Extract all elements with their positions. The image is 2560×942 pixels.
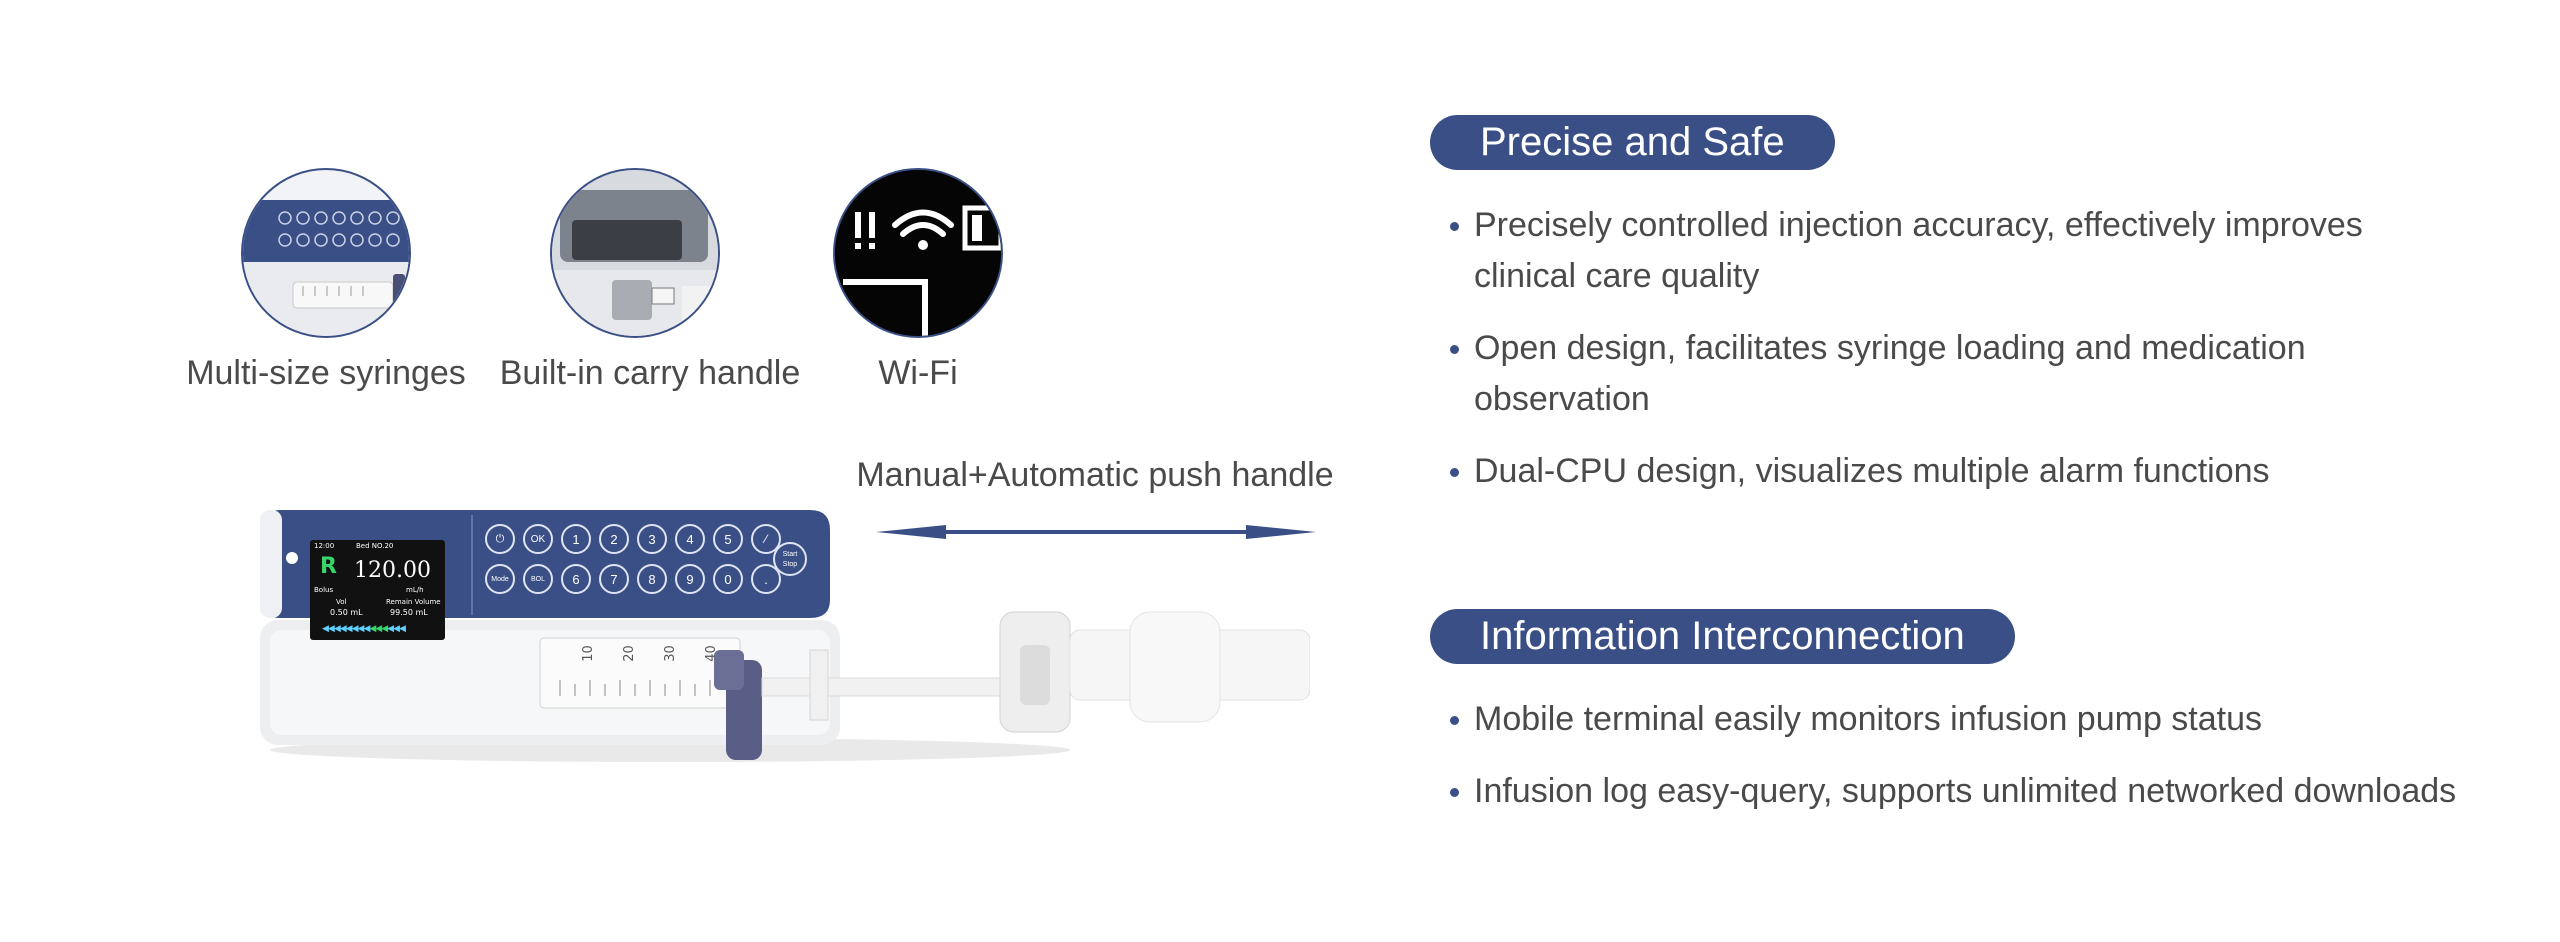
key-start-stop[interactable]: Start Stop — [773, 542, 807, 576]
screen-time: 12:00 — [314, 542, 335, 550]
key-0[interactable]: 0 — [713, 564, 743, 594]
section-title-precise-safe: Precise and Safe — [1430, 115, 1835, 170]
carry-handle-icon — [552, 170, 720, 338]
feature-label-wifi: Wi-Fi — [878, 354, 958, 392]
key-7[interactable]: 7 — [599, 564, 629, 594]
precise-safe-list — [1446, 200, 2406, 518]
feature-label-syringes: Multi-size syringes — [186, 354, 466, 392]
wifi-icon — [835, 170, 1003, 338]
key-1[interactable]: 1 — [561, 524, 591, 554]
scale-10: 10 — [580, 645, 596, 662]
feature-label-handle: Built-in carry handle — [499, 354, 801, 392]
keypad-row-1 — [485, 524, 781, 554]
key-8[interactable]: 8 — [637, 564, 667, 594]
key-5[interactable]: 5 — [713, 524, 743, 554]
key-bolus[interactable]: BOL — [523, 564, 553, 594]
key-ok[interactable]: OK — [523, 524, 553, 554]
screen-left-label: Bolus — [314, 586, 334, 594]
wifi-thumbnail — [833, 168, 1003, 338]
screen-progress-arrows: ◀◀◀◀◀◀◀◀◀◀◀◀◀◀ — [322, 624, 405, 634]
screen-remain-value: 99.50 mL — [390, 608, 428, 617]
key-4[interactable]: 4 — [675, 524, 705, 554]
pump-screen — [310, 540, 445, 640]
keypad-row-2 — [485, 564, 781, 594]
screen-bed: Bed NO.20 — [356, 542, 394, 550]
syringe-scale — [580, 646, 720, 661]
screen-remain-label: Remain Volume — [386, 598, 441, 606]
list-item: Infusion log easy-query, supports unlimited networked downloads — [1446, 766, 2546, 817]
scale-40: 40 — [704, 645, 720, 662]
screen-mode-letter: R — [320, 554, 337, 579]
list-item: Precisely controlled injection accuracy, effectively improves clinical care quality — [1446, 200, 2374, 302]
pump-keypad — [485, 524, 825, 614]
push-handle-label: Manual+Automatic push handle — [856, 456, 1334, 494]
syringe-panel-icon — [243, 170, 411, 338]
scale-20: 20 — [621, 645, 637, 662]
screen-vol-label: Vol — [336, 598, 347, 606]
key-2[interactable]: 2 — [599, 524, 629, 554]
list-item: Dual-CPU design, visualizes multiple alarm functions — [1446, 446, 2406, 497]
key-power[interactable]: ⏻ — [485, 524, 515, 554]
screen-rate: 120.00 — [354, 558, 431, 583]
syringe-pump-illustration — [250, 500, 1310, 770]
list-item: Mobile terminal easily monitors infusion pump status — [1446, 694, 2546, 745]
syringe-panel-thumbnail — [241, 168, 411, 338]
section-title-information-interconnection: Information Interconnection — [1430, 609, 2015, 664]
key-mode[interactable]: Mode — [485, 564, 515, 594]
screen-vol-value: 0.50 mL — [330, 608, 363, 617]
key-toggle[interactable]: ⁄ — [751, 524, 781, 554]
interconnection-list — [1446, 694, 2546, 838]
list-item: Open design, facilitates syringe loading and medication observation — [1446, 323, 2374, 425]
key-9[interactable]: 9 — [675, 564, 705, 594]
screen-rate-unit: mL/h — [406, 586, 424, 594]
key-6[interactable]: 6 — [561, 564, 591, 594]
key-3[interactable]: 3 — [637, 524, 667, 554]
key-dot[interactable]: . — [751, 564, 781, 594]
scale-30: 30 — [663, 645, 679, 662]
carry-handle-thumbnail — [550, 168, 720, 338]
